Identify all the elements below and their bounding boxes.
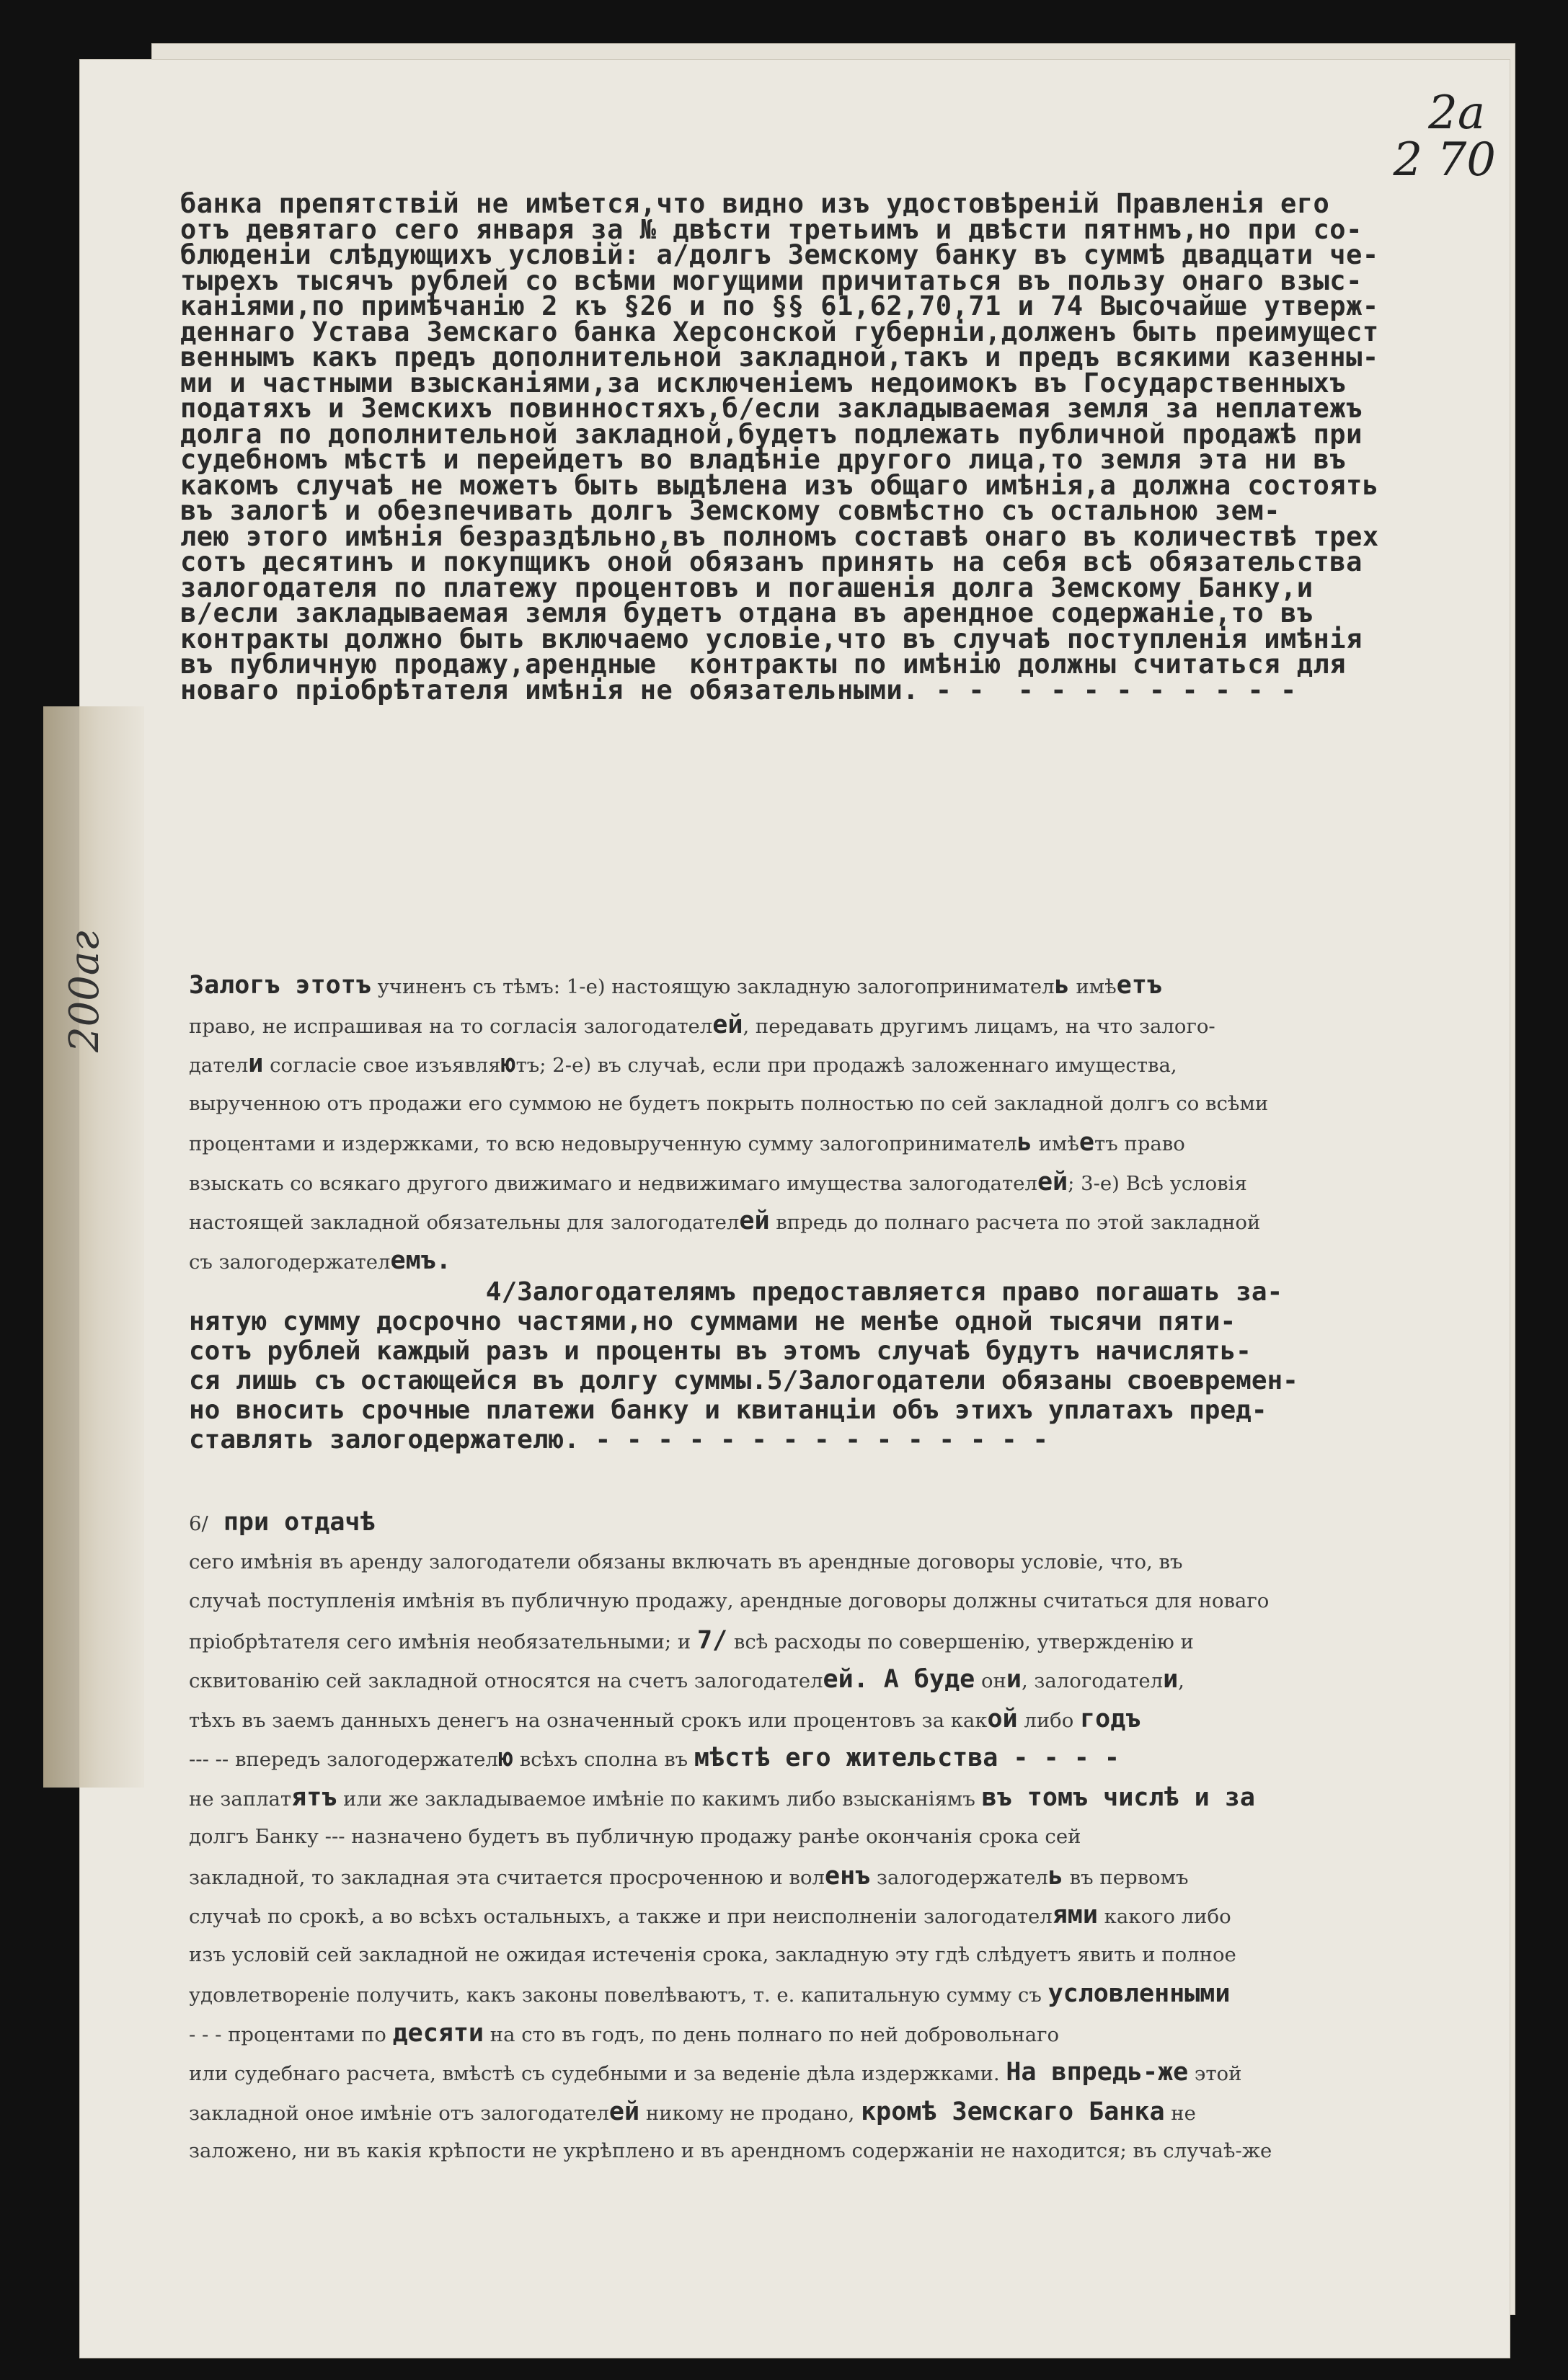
form-line	[189, 2053, 1342, 2092]
typed-fill: ой	[987, 1704, 1018, 1733]
printed-text: 6/	[189, 1512, 208, 1535]
printed-text: ы	[650, 1550, 665, 1573]
typed-line: сотъ десятинъ и покупщикъ оной обязанъ принять на себя всѣ обязательства	[180, 546, 1363, 577]
typed-fill: годъ	[1080, 1704, 1141, 1733]
printed-text: съ залогодержател	[189, 1250, 391, 1274]
typed-line: но вносить срочные платежи банку и квитанціи объ этихъ уплатахъ пред-	[189, 1395, 1267, 1425]
typed-fill: 7/	[696, 1625, 728, 1655]
typed-fill: ю	[497, 1744, 514, 1772]
printed-text: въ первомъ	[1063, 1865, 1189, 1889]
typed-fill: и	[1006, 1665, 1022, 1694]
printed-text: учиненъ съ тѣмъ: 1-е) настоящую закладную залогопринимател	[371, 975, 1055, 998]
form-line	[189, 1660, 1342, 1700]
side-handwritten-note: 200аг	[61, 931, 108, 1052]
typed-line: сотъ рублей каждый разъ и проценты въ этомъ случаѣ будутъ начислять-	[189, 1336, 1252, 1366]
printed-text: процентами и издержками, то всю недовырученную сумму залогопринимател	[189, 1132, 1017, 1155]
printed-text: ; 3-е) Всѣ условія	[1068, 1171, 1247, 1195]
printed-text: ,	[1178, 1669, 1184, 1692]
typed-fill: Залогъ этотъ	[189, 971, 371, 1000]
printed-text: право, не испрашивая на то согласія залогодател	[189, 1014, 713, 1038]
typed-line: каніями,по примѣчанію 2 къ §26 и по §§ 61,62,70,71 и 74 Высочайше утверж-	[180, 290, 1379, 321]
printed-text: и	[557, 1550, 572, 1573]
printed-text: вырученною отъ продажи его суммою не будетъ покрыть полностью по сей закладной долгъ со всѣми	[189, 1091, 1269, 1115]
typed-line: отъ девятаго сего января за № двѣсти третьимъ и двѣсти пятнмъ,но при со-	[180, 213, 1363, 245]
typed-line: въ залогѣ и обезпечивать долгъ Земскому совмѣстно съ остальною зем-	[180, 495, 1280, 526]
form-line	[189, 1896, 1342, 1935]
printed-text: всѣ расходы по совершенію, утвержденію и	[727, 1630, 1194, 1653]
typed-fill: етъ	[1116, 971, 1162, 1000]
typed-line: лею этого имѣнія безраздѣльно,въ полномъ составѣ онаго въ количествѣ трех	[180, 520, 1379, 552]
typed-paragraph-repayment	[189, 1277, 1298, 1455]
form-line	[189, 1817, 1342, 1857]
typed-fill: енъ	[825, 1861, 871, 1891]
typed-line: долга по дополнительной закладной,будетъ подлежать публичной продажѣ при	[180, 418, 1363, 450]
typed-fill: при отдачѣ	[208, 1508, 376, 1537]
typed-line: судебномъ мѣстѣ и перейдетъ во владѣніе другого лица,то земля эта ни въ	[180, 444, 1347, 475]
printed-text: случаѣ по срокѣ, а во всѣхъ остальныхъ, а также и при неисполненіи залогодател	[189, 1905, 1053, 1928]
form-line	[189, 966, 1342, 1005]
printed-text: никому не продано,	[639, 2101, 861, 2125]
printed-text: заложено, ни въ какія крѣпости не укрѣплено и въ арендномъ содержаніи не находится; въ случаѣ-же	[189, 2139, 1272, 2162]
typed-fill: ей	[1037, 1167, 1068, 1196]
form-line	[189, 2014, 1342, 2053]
printed-text: назначено будетъ въ публичную продажу ранѣе окончанія срока сей	[345, 1825, 1081, 1848]
printed-text: --- --	[189, 1748, 229, 1771]
typed-line: какомъ случаѣ не можетъ быть выдѣлена изъ общаго имѣнія,а должна состоять	[180, 469, 1379, 501]
printed-text: на сто въ годъ, по день полнаго по ней добровольнаго	[484, 2022, 1060, 2046]
typed-line: въ публичную продажу,арендные контракты по имѣнію должны считаться для	[180, 649, 1347, 680]
printed-text: имѣ	[1032, 1132, 1079, 1155]
printed-text: , передавать другимъ лицамъ, на что залого-	[743, 1014, 1215, 1038]
printed-text: изъ условій сей закладной не ожидая истеченія срока, закладную эту гдѣ слѣдуетъ явить и полное	[189, 1942, 1236, 1966]
typed-fill: ей	[608, 2097, 640, 2126]
form-line	[189, 1739, 1342, 1778]
typed-fill: кромѣ Земскаго Банка	[861, 2097, 1165, 2126]
typed-line: податяхъ и Земскихъ повинностяхъ,б/если закладываемая земля за неплатежъ	[180, 393, 1363, 424]
form-line	[189, 1974, 1342, 2014]
typed-line: ми и частными взысканіями,за исключеніемъ недоимокъ въ Государственныхъ	[180, 367, 1347, 399]
printed-text: закладной оное имѣніе отъ залогодател	[189, 2101, 609, 2125]
printed-text: настоящей закладной обязательны для залогодател	[189, 1211, 740, 1234]
form-line	[189, 1163, 1342, 1202]
form-line	[189, 1044, 1342, 1084]
printed-form-obligations	[189, 1503, 1342, 2171]
printed-text: , залогодател	[1021, 1669, 1164, 1692]
printed-text: пріобрѣтателя сего имѣнія необязательными; и	[189, 1630, 697, 1653]
printed-text: впередъ залогодержател	[229, 1748, 498, 1771]
typed-line: контракты должно быть включаемо условіе,что въ случаѣ поступленія имѣнія	[180, 623, 1363, 654]
form-line	[189, 1503, 1342, 1542]
printed-text: залогодержател	[870, 1865, 1048, 1889]
printed-text: тѣхъ въ заемъ данныхъ денегъ на означенный срокъ или процентовъ за как	[189, 1708, 988, 1732]
printed-text: удовлетвореніе получить, какъ законы повелѣваютъ, т. е. капитальную сумму съ	[189, 1984, 1048, 2007]
typed-fill: ь	[1047, 1861, 1063, 1891]
printed-text: не заплат	[189, 1787, 292, 1811]
form-line	[189, 2092, 1342, 2132]
typed-line: в/если закладываемая земля будетъ отдана въ арендное содержаніе,то въ	[180, 598, 1314, 629]
form-line	[189, 1084, 1342, 1124]
typed-line: блюденіи слѣдующихъ условій: а/долгъ Земскому банку въ суммѣ двадцати че-	[180, 239, 1379, 270]
page-number: 2 70	[1393, 133, 1496, 187]
form-line	[189, 2131, 1342, 2171]
typed-paragraph-conditions	[180, 188, 1379, 706]
form-line	[189, 1857, 1342, 1896]
printed-text: всѣхъ сполна въ	[513, 1748, 694, 1771]
form-line	[189, 1005, 1342, 1045]
printed-text: имѣ	[1069, 975, 1117, 998]
typed-fill: и	[248, 1049, 264, 1078]
typed-line: залогодателя по платежу процентовъ и погашенія долга Земскому Банку,и	[180, 572, 1314, 603]
typed-line: веннымъ какъ предъ дополнительной закладной,такъ и предъ всякими казенны-	[180, 342, 1379, 373]
printed-text: или судебнаго расчета, вмѣстѣ съ судебными и за веденіе дѣла издержками.	[189, 2062, 1006, 2085]
typed-fill: и	[1163, 1665, 1179, 1694]
printed-text: долгъ Банку ---	[189, 1825, 345, 1848]
printed-text: либо	[1017, 1708, 1081, 1732]
typed-fill: е	[1078, 1128, 1094, 1157]
typed-line: тырехъ тысячъ рублей со всѣми могущими причитаться въ пользу онаго взыс-	[180, 265, 1363, 296]
printed-text: этой	[1188, 2062, 1242, 2085]
typed-fill: ь	[1054, 971, 1070, 1000]
printed-text: обязан	[571, 1550, 650, 1573]
typed-fill: условленными	[1047, 1979, 1231, 2008]
form-line	[189, 1778, 1342, 1818]
page-number-top: 2a	[1428, 86, 1485, 140]
printed-text: какого либо	[1097, 1905, 1231, 1928]
typed-fill: На впредь-же	[1006, 2058, 1189, 2087]
form-line	[189, 1700, 1342, 1739]
form-line	[189, 1935, 1342, 1975]
typed-fill: десяти	[392, 2018, 484, 2048]
printed-text: тъ; 2-е) въ случаѣ, если при продажѣ заложеннаго имущества,	[515, 1054, 1177, 1077]
printed-text: сего имѣнія въ аренду залогодател	[189, 1550, 558, 1573]
printed-text: согласіе свое изъявля	[263, 1054, 501, 1077]
typed-fill: ей	[712, 1010, 743, 1039]
typed-line: новаго пріобрѣтателя имѣнія не обязательными. - - - - - - - - - - -	[180, 674, 1297, 706]
printed-text: включать въ арендные договоры условіе, что, въ	[665, 1550, 1183, 1573]
form-line	[189, 1621, 1342, 1661]
printed-form-pledge-terms	[189, 966, 1342, 1280]
printed-text: впредь до полнаго расчета по этой закладной	[769, 1211, 1261, 1234]
typed-line: 4/Залогодателямъ предоставляется право погашать за-	[189, 1277, 1283, 1307]
printed-text: процентами по	[221, 2022, 393, 2046]
form-line	[189, 1241, 1342, 1281]
typed-fill: ей	[739, 1207, 770, 1235]
typed-line: банка препятствій не имѣется,что видно изъ удостовѣреній Правленія его	[180, 188, 1330, 219]
printed-text: случаѣ поступленія имѣнія въ публичную продажу, арендные договоры должны считаться для новаго	[189, 1589, 1270, 1612]
typed-line: ся лишь съ остающейся въ долгу суммы.5/Залогодатели обязаны своевремен-	[189, 1366, 1298, 1395]
typed-fill: ей. А буде	[823, 1665, 975, 1694]
printed-text: закладной, то закладная эта считается просроченною и вол	[189, 1865, 825, 1889]
typed-line: ставлять залогодержателю. - - - - - - - - - - - - - - -	[189, 1425, 1049, 1455]
form-line	[189, 1581, 1342, 1621]
typed-fill: въ томъ числѣ и за	[981, 1782, 1255, 1812]
typed-fill: ятъ	[291, 1782, 337, 1812]
printed-text: тъ право	[1094, 1132, 1185, 1155]
form-line	[189, 1123, 1342, 1163]
form-line	[189, 1202, 1342, 1241]
printed-text: дател	[189, 1054, 249, 1077]
printed-text: он	[975, 1669, 1006, 1692]
torn-left-edge	[43, 706, 144, 1788]
printed-text: - - -	[189, 2022, 222, 2046]
typed-line: нятую сумму досрочно частями,но суммами не менѣе одной тысячи пяти-	[189, 1307, 1236, 1336]
printed-text: не	[1164, 2101, 1196, 2125]
printed-text: сквитованію сей закладной относятся на счетъ залогодател	[189, 1669, 823, 1692]
typed-fill: емъ.	[390, 1245, 451, 1275]
form-line	[189, 1542, 1342, 1582]
typed-fill: ю	[500, 1049, 516, 1078]
typed-fill: ями	[1052, 1901, 1098, 1930]
typed-fill: мѣстѣ его жительства - - - -	[694, 1744, 1120, 1772]
printed-text: взыскать со всякаго другого движимаго и недвижимаго имущества залогодател	[189, 1171, 1037, 1195]
typed-fill: ь	[1016, 1128, 1032, 1157]
typed-line: деннаго Устава Земскаго банка Херсонской губерніи,долженъ быть преимущест	[180, 316, 1379, 347]
printed-text: или же закладываемое имѣніе по какимъ либо взысканіямъ	[337, 1787, 982, 1811]
